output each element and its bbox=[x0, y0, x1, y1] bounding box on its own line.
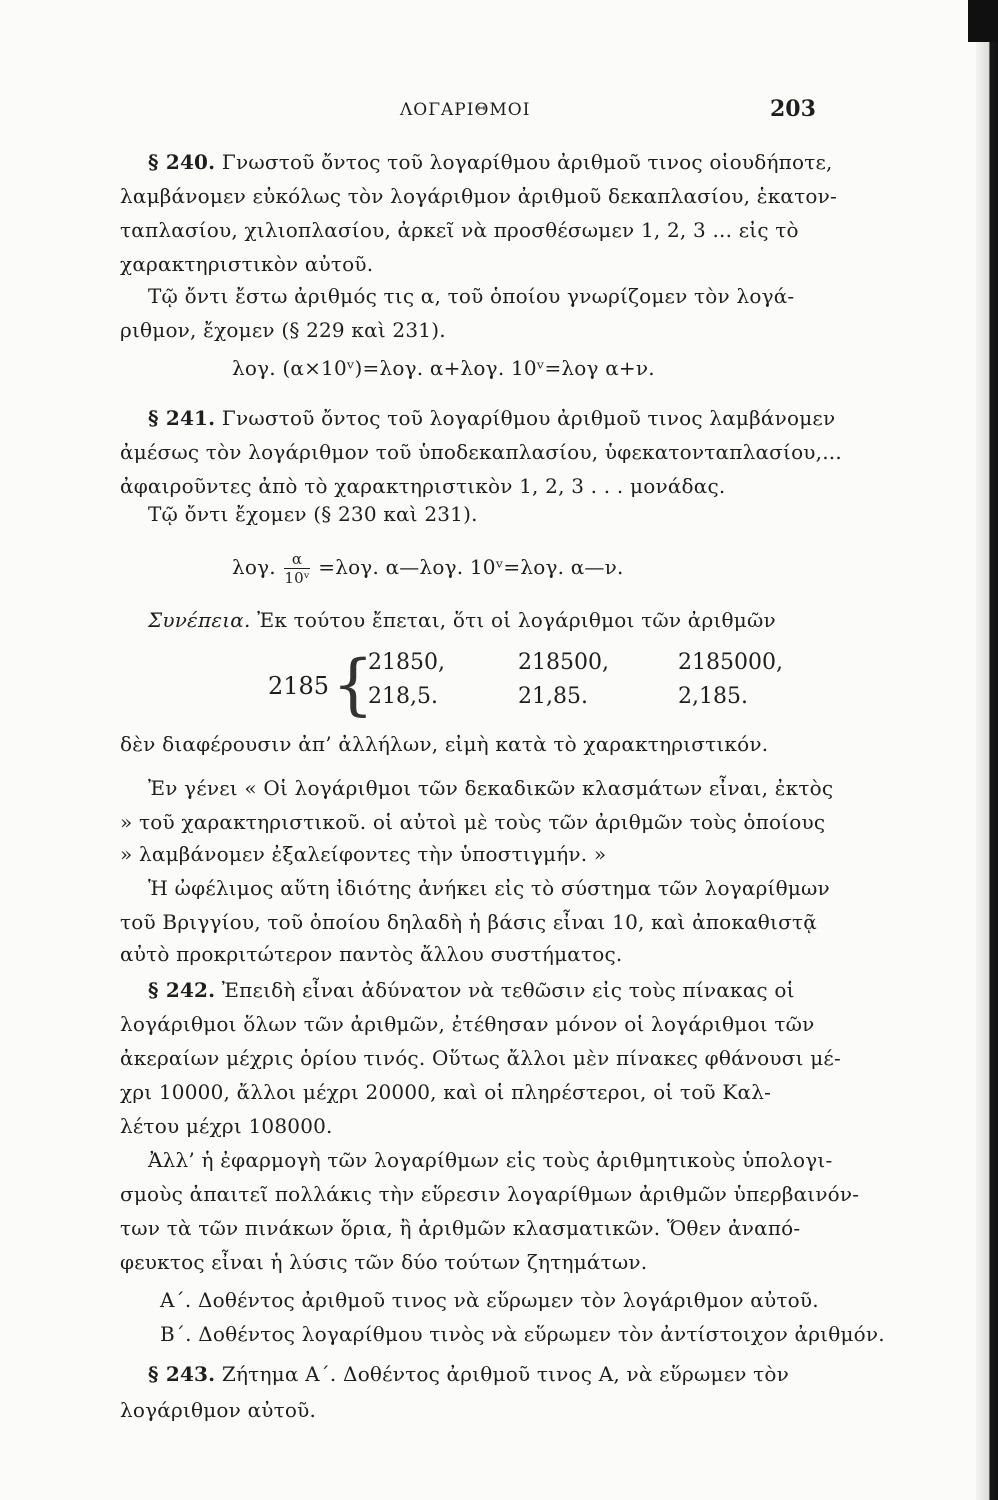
s240-line-5: Τῷ ὄντι ἔστω ἀριθμός τις α, τοῦ ὁποίου γνωρίζομεν τὸν λογά- bbox=[148, 284, 795, 308]
s241-line-3: ἀφαιροῦντες ἀπὸ τὸ χαρακτηριστικὸν 1, 2, 3 . . . μονάδας. bbox=[120, 474, 726, 498]
consequence-label: Συνέπεια. bbox=[148, 608, 251, 632]
page-edge bbox=[976, 0, 998, 1500]
s242-line-8: των τὰ τῶν πινάκων ὅρια, ἢ ἀριθμῶν κλασματικῶν. Ὅθεν ἀναπό- bbox=[120, 1216, 801, 1240]
s240-line-2: λαμβάνομεν εὐκόλως τὸν λογάριθμον ἀριθμοῦ δεκαπλασίου, ἑκατον- bbox=[120, 184, 837, 208]
s242-line-3: ἀκεραίων μέχρις ὁρίου τινός. Οὕτως ἄλλοι μὲν πίνακες φθάνουσι μέ- bbox=[120, 1046, 841, 1070]
problem-b: Β΄. Δοθέντος λογαρίθμου τινὸς νὰ εὕρωμεν τὸν ἀντίστοιχον ἀριθμόν. bbox=[160, 1322, 885, 1346]
s243-line-2: λογάριθμον αὐτοῦ. bbox=[120, 1398, 317, 1422]
s242-line-5: λέτου μέχρι 108000. bbox=[120, 1114, 333, 1138]
s240-line-6: ριθμον, ἔχομεν (§ 229 καὶ 231). bbox=[120, 318, 446, 342]
s243-line-1: § 243. Ζήτημα Α΄. Δοθέντος ἀριθμοῦ τινος Α, νὰ εὕρωμεν τὸν bbox=[148, 1362, 790, 1386]
s240-number: § 240. bbox=[148, 150, 216, 174]
consequence-after: δὲν διαφέρουσιν ἀπ’ ἀλλήλων, εἰμὴ κατὰ τὸ χαρακτηριστικόν. bbox=[120, 732, 769, 756]
base-number: 2185 bbox=[268, 672, 330, 700]
useful-line-3: αὐτὸ προκριτώτερον παντὸς ἄλλου συστήματος. bbox=[120, 942, 623, 966]
numbers-row-1: 21850, 218500, 2185000, bbox=[368, 650, 783, 675]
s241-line-1: § 241. Γνωστοῦ ὄντος τοῦ λογαρίθμου ἀριθμοῦ τινος λαμβάνομεν bbox=[148, 406, 836, 430]
s240-line-3: ταπλασίου, χιλιοπλασίου, ἀρκεῖ νὰ προσθέσωμεν 1, 2, 3 ... εἰς τὸ bbox=[120, 218, 799, 242]
s242-line-1: § 242. Ἐπειδὴ εἶναι ἀδύνατον νὰ τεθῶσιν εἰς τοὺς πίνακας οἱ bbox=[148, 978, 795, 1002]
s242-line-7: σμοὺς ἀπαιτεῖ πολλάκις τὴν εὕρεσιν λογαρίθμων ἀριθμῶν ὑπερβαινόν- bbox=[120, 1182, 860, 1206]
fraction: $\frac{\alpha}{\text{10ᵛ}}$ bbox=[284, 550, 310, 587]
running-title: ΛΟΓΑΡΙΘΜΟΙ bbox=[400, 100, 531, 120]
s242-line-9: φευκτος εἶναι ἡ λύσις τῶν δύο τούτων ζητημάτων. bbox=[120, 1250, 648, 1274]
s241-number: § 241. bbox=[148, 406, 216, 430]
useful-line-1: Ἡ ὠφέλιμος αὕτη ἰδιότης ἀνήκει εἰς τὸ σύστημα τῶν λογαρίθμων bbox=[148, 876, 830, 900]
s242-line-6: Ἀλλ’ ἡ ἐφαρμογὴ τῶν λογαρίθμων εἰς τοὺς ἀριθμητικοὺς ὑπολογι- bbox=[148, 1148, 833, 1172]
general-line-3: » λαμβάνομεν ἐξαλείφοντες τὴν ὑποστιγμήν. » bbox=[120, 842, 607, 866]
s240-formula: λογ. (α×10ᵛ)=λογ. α+λογ. 10ᵛ=λογ α+ν. bbox=[232, 356, 655, 380]
s243-number: § 243. bbox=[148, 1362, 216, 1386]
s240-line-1: § 240. Γνωστοῦ ὄντος τοῦ λογαρίθμου ἀριθμοῦ τινος οἱουδήποτε, bbox=[148, 150, 833, 174]
general-line-2: » τοῦ χαρακτηριστικοῦ. οἱ αὐτοὶ μὲ τοὺς τῶν ἀριθμῶν τοὺς ὁποίους bbox=[120, 810, 826, 834]
general-line-1: Ἐν γένει « Οἱ λογάριθμοι τῶν δεκαδικῶν κλασμάτων εἶναι, ἐκτὸς bbox=[148, 776, 834, 800]
problem-a: Α΄. Δοθέντος ἀριθμοῦ τινος νὰ εὕρωμεν τὸν λογάριθμον αὐτοῦ. bbox=[160, 1288, 819, 1312]
numbers-row-2: 218,5. 21,85. 2,185. bbox=[368, 684, 748, 709]
s242-line-4: χρι 10000, ἄλλοι μέχρι 20000, καὶ οἱ πληρέστεροι, οἱ τοῦ Καλ- bbox=[120, 1080, 772, 1104]
s240-line-4: χαρακτηριστικὸν αὐτοῦ. bbox=[120, 252, 374, 276]
s241-line-4: Τῷ ὄντι ἔχομεν (§ 230 καὶ 231). bbox=[148, 502, 478, 526]
scan-corner bbox=[968, 0, 998, 42]
s241-formula: λογ. $\frac{\alpha}{\text{10ᵛ}}$ =λογ. α—λογ. 10ᵛ=λογ. α—ν. bbox=[232, 550, 624, 587]
consequence-line: Συνέπεια. Ἐκ τούτου ἔπεται, ὅτι οἱ λογάριθμοι τῶν ἀριθμῶν bbox=[148, 608, 776, 632]
useful-line-2: τοῦ Βριγγίου, τοῦ ὁποίου δηλαδὴ ἡ βάσις εἶναι 10, καὶ ἀποκαθιστᾷ bbox=[120, 910, 817, 934]
page-number: 203 bbox=[770, 96, 816, 122]
s242-number: § 242. bbox=[148, 978, 216, 1002]
s242-line-2: λογάριθμοι ὅλων τῶν ἀριθμῶν, ἐτέθησαν μόνον οἱ λογάριθμοι τῶν bbox=[120, 1012, 815, 1036]
brace-symbol: { bbox=[332, 646, 374, 723]
s241-line-2: ἀμέσως τὸν λογάριθμον τοῦ ὑποδεκαπλασίου, ὑφεκατονταπλασίου,... bbox=[120, 440, 842, 464]
